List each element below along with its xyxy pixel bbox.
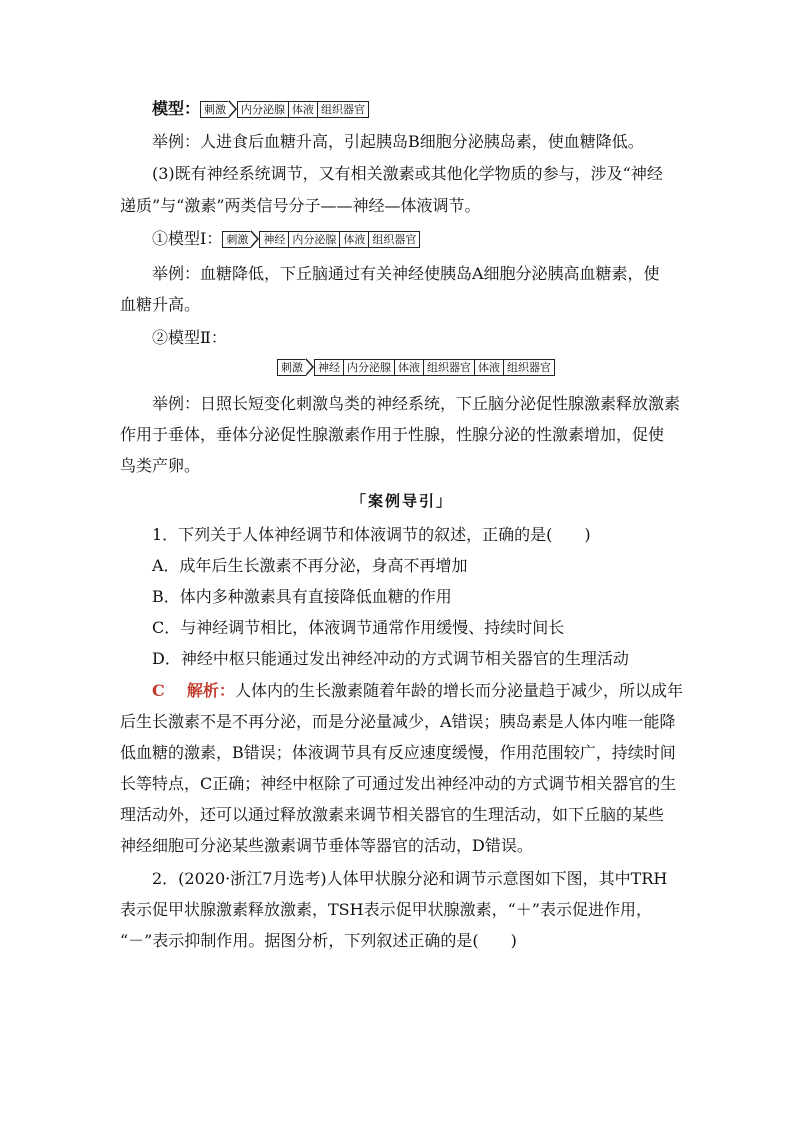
question-stem: “－”表示抑制作用。据图分析，下列叙述正确的是( ) <box>120 931 517 950</box>
question-option: B．体内多种激素具有直接降低血糖的作用 <box>152 587 452 606</box>
analysis-text: 人体内的生长激素随着年龄的增长而分泌量趋于减少，所以成年 <box>234 681 683 700</box>
analysis-line: 低血糖的激素，B错误；体液调节具有反应速度缓慢，作用范围较广，持续时间 <box>120 743 676 762</box>
stimulus-arrow-box <box>277 358 314 376</box>
stimulus-arrow-box <box>200 100 237 118</box>
question-option: C．与神经调节相比，体液调节通常作用缓慢、持续时间长 <box>152 618 565 637</box>
flow-box: 神经 <box>314 359 344 376</box>
analysis-first-line <box>152 680 683 702</box>
paragraph-line: 鸟类产卵。 <box>120 456 201 475</box>
flow-box: 内分泌腺 <box>237 101 289 118</box>
arrow-right-icon <box>251 230 259 248</box>
flow-box: 神经 <box>259 231 289 248</box>
question-stem: 1．下列关于人体神经调节和体液调节的叙述，正确的是( ) <box>152 525 591 544</box>
arrow-right-icon <box>306 358 314 376</box>
flow-box: 体液 <box>288 101 318 118</box>
analysis-label: 解析： <box>186 681 235 700</box>
analysis-line: 长等特点，C正确；神经中枢除了可通过发出神经冲动的方式调节相关器官的生 <box>120 774 677 793</box>
question-option: A．成年后生长激素不再分泌，身高不再增加 <box>152 556 468 575</box>
model-ii-row <box>277 358 555 376</box>
flow-box: 组织器官 <box>423 359 475 376</box>
model-label: 模型： <box>152 99 201 118</box>
question-stem: 表示促甲状腺激素释放激素，TSH表示促甲状腺激素，“＋”表示促进作用， <box>120 900 652 919</box>
model-row <box>152 98 369 120</box>
arrow-right-icon <box>229 100 237 118</box>
flow-box: 内分泌腺 <box>343 359 395 376</box>
paragraph-line: (3)既有神经系统调节，又有相关激素或其他化学物质的参与，涉及“神经 <box>152 164 663 183</box>
flow-box: 体液 <box>474 359 504 376</box>
paragraph-line: 作用于垂体，垂体分泌促性腺激素作用于性腺，性腺分泌的性激素增加，促使 <box>120 425 665 444</box>
paragraph-line: 举例：血糖降低，下丘脑通过有关神经使胰岛A细胞分泌胰高血糖素，使 <box>152 264 660 283</box>
flow-box: 组织器官 <box>503 359 555 376</box>
model-i-label: ①模型Ⅰ： <box>152 229 223 248</box>
model-ii-label: ②模型Ⅱ： <box>152 328 227 347</box>
section-title: 「案例导引」 <box>351 492 454 510</box>
analysis-line: 理活动外，还可以通过释放激素来调节相关器官的生理活动，如下丘脑的某些 <box>120 805 665 824</box>
flow-box: 内分泌腺 <box>288 231 340 248</box>
flow-box-stimulus: 刺激 <box>277 359 306 376</box>
model-i-row <box>152 228 420 250</box>
question-option: D．神经中枢只能通过发出神经冲动的方式调节相关器官的生理活动 <box>152 649 629 668</box>
flow-box: 组织器官 <box>368 231 420 248</box>
flow-box: 组织器官 <box>317 101 369 118</box>
flow-box-stimulus: 刺激 <box>200 101 229 118</box>
paragraph-line: 递质”与“激素”两类信号分子——神经—体液调节。 <box>120 196 481 215</box>
flow-box-stimulus: 刺激 <box>222 231 251 248</box>
flow-box: 体液 <box>394 359 424 376</box>
answer-letter: C <box>152 681 165 700</box>
analysis-line: 神经细胞可分泌某些激素调节垂体等器官的活动，D错误。 <box>120 836 533 855</box>
example-text: 举例：人进食后血糖升高，引起胰岛B细胞分泌胰岛素，使血糖降低。 <box>152 132 644 151</box>
paragraph-line: 血糖升高。 <box>120 295 201 314</box>
flow-box: 体液 <box>339 231 369 248</box>
stimulus-arrow-box <box>222 230 259 248</box>
paragraph-line: 举例：日照长短变化刺激鸟类的神经系统，下丘脑分泌促性腺激素释放激素 <box>152 394 681 413</box>
analysis-line: 后生长激素不是不再分泌，而是分泌量减少，A错误；胰岛素是人体内唯一能降 <box>120 712 676 731</box>
question-stem: 2．(2020·浙江7月选考)人体甲状腺分泌和调节示意图如下图，其中TRH <box>152 869 668 888</box>
